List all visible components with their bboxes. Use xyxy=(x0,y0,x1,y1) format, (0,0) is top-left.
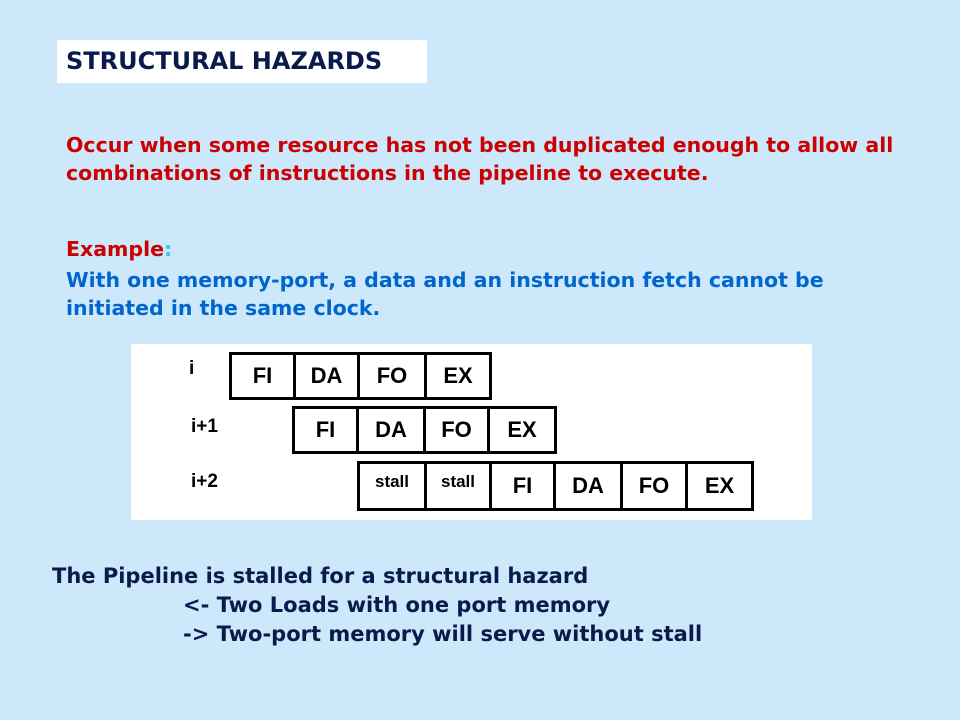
example-heading xyxy=(66,235,172,263)
stage-cell: EX xyxy=(487,406,557,454)
row-label-i-plus-1: i+1 xyxy=(191,416,218,437)
stage-cell: FO xyxy=(620,461,688,511)
example-label: Example xyxy=(66,237,165,261)
stall-cell: stall xyxy=(357,461,427,511)
summary-line-1: The Pipeline is stalled for a structural hazard xyxy=(52,564,589,588)
stage-cell: FO xyxy=(423,406,490,454)
row-label-i-plus-2: i+2 xyxy=(191,471,218,492)
stage-cell: DA xyxy=(293,352,360,400)
stall-cell: stall xyxy=(424,461,492,511)
definition-text: Occur when some resource has not been duplicated enough to allow all combinations of instructions in the pipeline to execute. xyxy=(66,133,894,185)
stage-cell: DA xyxy=(356,406,426,454)
summary-line-2: <- Two Loads with one port memory xyxy=(183,593,611,617)
stage-cell: EX xyxy=(424,352,492,400)
stage-cell: FO xyxy=(357,352,427,400)
example-colon: : xyxy=(164,237,173,261)
stage-cell: FI xyxy=(229,352,296,400)
slide-title: STRUCTURAL HAZARDS xyxy=(57,40,427,83)
pipeline-diagram xyxy=(131,344,812,520)
stage-cell: FI xyxy=(489,461,556,511)
stage-cell: DA xyxy=(553,461,623,511)
stage-cell: EX xyxy=(685,461,754,511)
stage-cell: FI xyxy=(292,406,359,454)
summary-line-3: -> Two-port memory will serve without stall xyxy=(183,622,703,646)
example-text: With one memory-port, a data and an instruction fetch cannot be initiated in the same clock. xyxy=(66,268,824,320)
row-label-i: i xyxy=(189,358,195,379)
